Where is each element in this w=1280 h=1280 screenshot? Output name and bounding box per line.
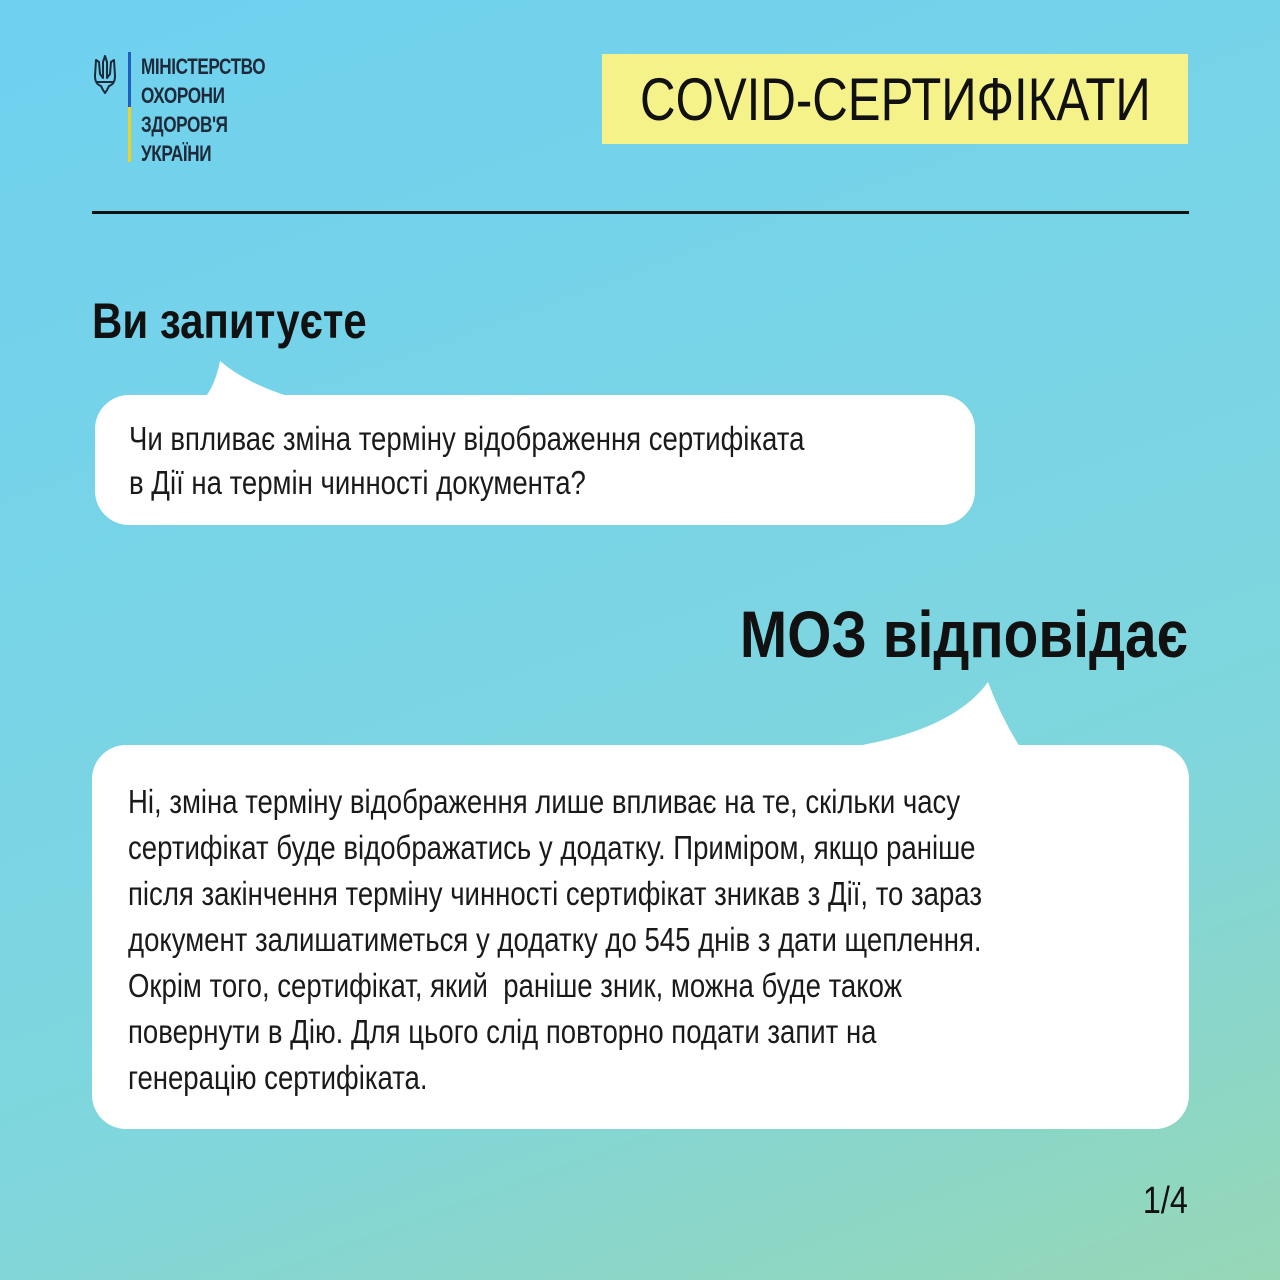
answer-heading: МОЗ відповідає: [739, 597, 1188, 671]
answer-line: після закінчення терміну чинності сертифікат зникав з Дії, то зараз: [128, 875, 982, 912]
page-title: COVID-СЕРТИФІКАТИ: [639, 65, 1151, 133]
logo-divider: [128, 52, 131, 162]
answer-bubble-tail: [830, 680, 1030, 755]
question-bubble: [95, 395, 975, 525]
answer-line: документ залишатиметься у додатку до 545 днів з дати щеплення.: [128, 921, 982, 958]
answer-line: Ні, зміна терміну відображення лише впливає на те, скільки часу: [128, 783, 961, 820]
answer-line: сертифікат буде відображатись у додатку. Приміром, якщо раніше: [128, 829, 976, 866]
ministry-name-line: УКРАЇНИ: [141, 141, 212, 166]
answer-bubble: [92, 745, 1189, 1129]
question-line: Чи впливає зміна терміну відображення сертифіката: [129, 420, 805, 457]
answer-line: Окрім того, сертифікат, який раніше зник, можна буде також: [128, 967, 903, 1004]
answer-line: повернути в Дію. Для цього слід повторно подати запит на: [128, 1013, 877, 1050]
answer-line: генерацію сертифіката.: [128, 1059, 428, 1096]
trident-icon: [92, 54, 118, 94]
ministry-name: [141, 52, 265, 168]
question-line: в Дії на термін чинності документа?: [129, 464, 586, 501]
ministry-logo: [92, 52, 300, 168]
header-divider: [92, 211, 1189, 214]
ministry-name-line: ЗДОРОВ'Я: [141, 112, 228, 137]
ministry-name-line: ОХОРОНИ: [141, 83, 225, 108]
ministry-name-line: МІНІСТЕРСТВО: [141, 54, 266, 79]
page-number: 1/4: [1143, 1180, 1188, 1222]
title-banner: [602, 54, 1188, 144]
answer-text: [128, 779, 1180, 1101]
question-heading: Ви запитуєте: [92, 293, 367, 349]
question-text: [129, 417, 964, 505]
